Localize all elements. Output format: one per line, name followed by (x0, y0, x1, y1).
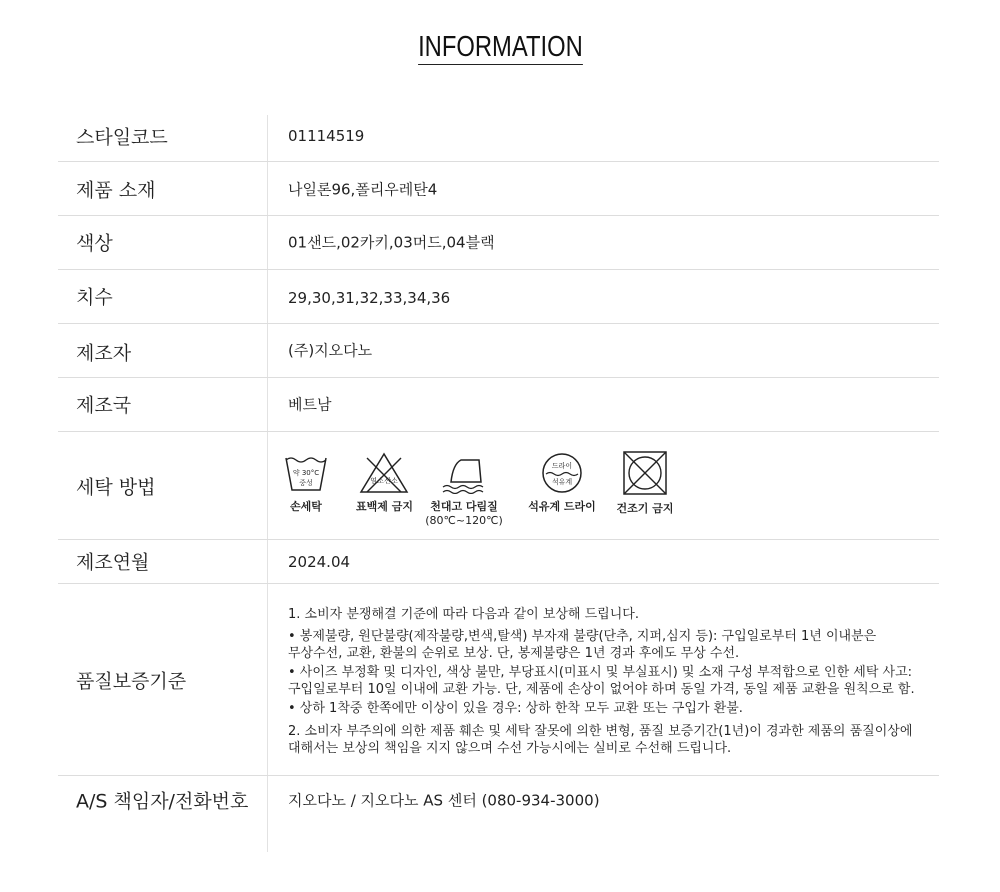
country-label: 제조국 (76, 394, 132, 417)
style-code-value: 01114519 (288, 127, 365, 145)
hand-wash-label: 손세탁 (290, 500, 322, 513)
warranty-bullet-2-line-2: 구입일로부터 10일 이내에 교환 가능. 단, 제품에 손상이 없어야 하며 동일 가격, 동일 제품 교환을 원칙으로 함. (288, 682, 915, 697)
size-label: 치수 (76, 286, 113, 309)
manufacturer-value: (주)지오다노 (288, 341, 373, 360)
dry-clean-icon-petroleum: 석유계 (551, 478, 573, 486)
row-as-contact (58, 776, 939, 852)
as-value: 지오다노 / 지오다노 AS 센터 (080-934-3000) (288, 791, 600, 810)
warranty-item-2-line-2: 대해서는 보상의 책임을 지지 않으며 수선 가능시에는 실비로 수선해 드립니다. (288, 741, 732, 756)
no-bleach-label: 표백제 금지 (356, 500, 413, 513)
row-size (58, 270, 939, 324)
warranty-bullet-1-line-1: • 봉제불량, 원단불량(제작불량,변색,탈색) 부자재 불량(단추, 지퍼,심지 등): 구입일로부터 1년 이내분은 (288, 629, 877, 644)
row-country (58, 378, 939, 432)
care-hand-wash (280, 454, 332, 514)
dry-clean-label: 석유계 드라이 (528, 500, 596, 513)
material-value: 나일론96,폴리우레탄4 (288, 180, 438, 199)
care-iron (424, 454, 504, 527)
warranty-label: 품질보증기준 (76, 670, 187, 693)
date-value: 2024.04 (288, 553, 351, 571)
page-title (0, 30, 1000, 65)
no-bleach-icon-oxygen: 산소 (384, 477, 398, 485)
page-title-text: INFORMATION (417, 31, 583, 63)
no-bleach-icon-chlorine: 염소 (370, 477, 384, 485)
hand-wash-icon-neutral: 중성 (299, 479, 313, 487)
hand-wash-icon (284, 454, 328, 494)
manufacturer-label: 제조자 (76, 342, 132, 365)
warranty-bullet-1-line-2: 무상수선, 교환, 환불의 순위로 보상. 단, 봉제불량은 1년 경과 후에도 무상 수선. (288, 646, 740, 661)
row-manufacture-date (58, 540, 939, 584)
color-value: 01샌드,02카키,03머드,04블랙 (288, 233, 495, 252)
row-color (58, 216, 939, 270)
care-dry-clean (522, 452, 602, 514)
care-no-tumble (612, 450, 678, 516)
washing-label: 세탁 방법 (76, 476, 156, 499)
dry-clean-icon (540, 452, 584, 494)
no-tumble-dry-icon (622, 450, 668, 496)
dry-clean-icon-dry: 드라이 (551, 462, 573, 470)
warranty-item-1: 1. 소비자 분쟁해결 기준에 따라 다음과 같이 보상해 드립니다. (288, 607, 639, 622)
iron-label: 천대고 다림질 (430, 500, 498, 513)
iron-temp: (80℃~120℃) (425, 514, 503, 527)
warranty-bullet-2-line-1: • 사이즈 부정확 및 디자인, 색상 불만, 부당표시(미표시 및 부실표시) 및 소재 구성 부적합으로 인한 세탁 사고: (288, 665, 913, 680)
as-label: A/S 책임자/전화번호 (76, 790, 249, 813)
date-label: 제조연월 (76, 551, 150, 574)
iron-icon (439, 454, 489, 494)
row-washing (58, 432, 939, 540)
row-style-code (58, 115, 939, 162)
no-bleach-icon (359, 452, 409, 494)
warranty-item-2-line-1: 2. 소비자 부주의에 의한 제품 훼손 및 세탁 잘못에 의한 변형, 품질 보증기간(1년)이 경과한 제품의 품질이상에 (288, 724, 913, 739)
row-warranty (58, 584, 939, 776)
care-no-bleach (356, 452, 412, 514)
row-material (58, 162, 939, 216)
no-tumble-label: 건조기 금지 (616, 502, 674, 515)
material-label: 제품 소재 (76, 179, 156, 202)
hand-wash-icon-temp: 약 30°C (292, 469, 320, 477)
country-value: 베트남 (288, 395, 332, 414)
warranty-bullet-3: • 상하 1착중 한쪽에만 이상이 있을 경우: 상하 한착 모두 교환 또는 구입가 환불. (288, 701, 743, 716)
color-label: 색상 (76, 232, 113, 255)
row-manufacturer (58, 324, 939, 378)
size-value: 29,30,31,32,33,34,36 (288, 289, 451, 307)
style-code-label: 스타일코드 (76, 126, 168, 149)
